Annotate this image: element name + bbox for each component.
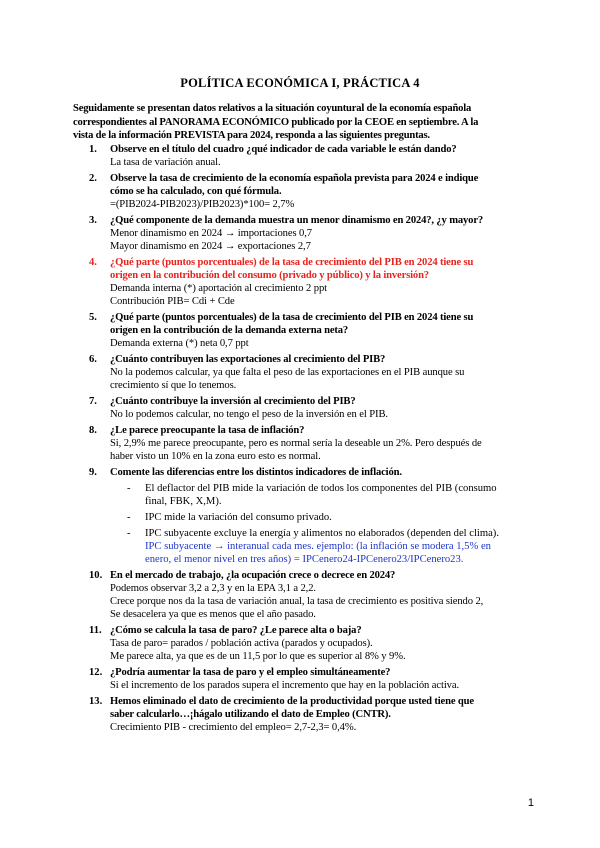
question-line: Observe en el título del cuadro ¿qué indicador de cada variable le están dando?	[110, 144, 457, 155]
answer-line: La tasa de variación anual.	[110, 157, 221, 168]
answer-text	[110, 282, 530, 308]
question-number: 12.	[89, 667, 103, 678]
answer-line: Menor dinamismo en 2024 → importaciones 0,7	[110, 228, 312, 239]
answer-text	[110, 156, 530, 169]
intro-line: Seguidamente se presentan datos relativos a la situación coyuntural de la economía española	[73, 103, 472, 114]
answer-line: Contribución PIB= Cdi + Cde	[110, 296, 235, 307]
question-text	[110, 311, 530, 337]
question-item-3	[0, 214, 600, 253]
answer-line: Si el incremento de los parados supera el incremento que hay en la población activa.	[110, 680, 460, 691]
question-number: 7.	[89, 396, 97, 407]
question-number: 8.	[89, 425, 97, 436]
question-line: origen en la contribución de la demanda externa neta?	[110, 325, 349, 336]
question-number: 1.	[89, 144, 97, 155]
question-item-12	[0, 666, 600, 692]
answer-text	[110, 366, 530, 392]
question-item-11	[0, 624, 600, 663]
question-line: ¿Cuánto contribuye la inversión al crecimiento del PIB?	[110, 396, 356, 407]
answer-line: Demanda externa (*) neta 0,7 ppt	[110, 338, 249, 349]
question-item-7	[0, 395, 600, 421]
answer-line: Tasa de paro= parados / población activa (parados y ocupados).	[110, 638, 373, 649]
blue-note-line: enero, el menor nivel en tres años) = IPCenero24-IPCenero23/IPCenero23.	[145, 554, 464, 565]
bullet-line: IPC subyacente excluye la energía y alimentos no elaborados (dependen del clima).	[145, 528, 499, 539]
answer-text	[110, 437, 530, 463]
question-line: ¿Le parece preocupante la tasa de inflación?	[110, 425, 305, 436]
bullet-dash: -	[127, 483, 131, 494]
bullet-item	[127, 527, 545, 566]
question-text	[110, 624, 530, 637]
bullet-line: final, FBK, X,M).	[145, 496, 222, 507]
question-text-highlighted	[110, 256, 530, 282]
answer-text	[110, 582, 530, 621]
page-title: POLÍTICA ECONÓMICA I, PRÁCTICA 4	[180, 76, 420, 90]
answer-line: Crecimiento PIB - crecimiento del empleo= 2,7-2,3= 0,4%.	[110, 722, 357, 733]
question-number: 13.	[89, 696, 103, 707]
question-text	[110, 569, 530, 582]
question-line: ¿Qué parte (puntos porcentuales) de la tasa de crecimiento del PIB en 2024 tiene su	[110, 257, 474, 268]
bullet-line: IPC mide la variación del consumo privado.	[145, 512, 332, 523]
question-item-2	[0, 172, 600, 211]
bullet-dash: -	[127, 512, 131, 523]
question-text	[110, 172, 530, 198]
bullet-line: El deflactor del PIB mide la variación de todos los componentes del PIB (consumo	[145, 483, 497, 494]
question-number: 2.	[89, 173, 97, 184]
question-text	[110, 666, 530, 679]
answer-text	[110, 679, 530, 692]
question-item-9	[0, 466, 600, 566]
question-number: 9.	[89, 467, 97, 478]
answer-line: No lo podemos calcular, no tengo el peso de la inversión en el PIB.	[110, 409, 388, 420]
answer-text	[110, 408, 530, 421]
answer-line: Podemos observar 3,2 a 2,3 y en la EPA 3,1 a 2,2.	[110, 583, 316, 594]
question-line: origen en la contribución del consumo (privado y público) y la inversión?	[110, 270, 429, 281]
intro-line: correspondientes al PANORAMA ECONÓMICO publicado por la CEOE en septiembre. A la	[73, 116, 479, 128]
question-line: Comente las diferencias entre los distintos indicadores de inflación.	[110, 467, 402, 478]
bullet-item	[127, 482, 545, 508]
question-number: 6.	[89, 354, 97, 365]
question-item-5	[0, 311, 600, 350]
question-number: 5.	[89, 312, 97, 323]
question-item-4	[0, 256, 600, 308]
intro-paragraph	[73, 102, 533, 143]
question-line: cómo se ha calculado, con qué fórmula.	[110, 186, 282, 197]
question-text	[110, 424, 530, 437]
page-number: 1	[527, 797, 534, 809]
question-line: ¿Podría aumentar la tasa de paro y el empleo simultáneamente?	[110, 667, 391, 678]
answer-text	[110, 227, 530, 253]
answer-line: Demanda interna (*) aportación al crecimiento 2 ppt	[110, 283, 327, 294]
question-line: ¿Qué componente de la demanda muestra un menor dinamismo en 2024?, ¿y mayor?	[110, 215, 484, 226]
question-item-8	[0, 424, 600, 463]
question-number: 3.	[89, 215, 97, 226]
bullet-dash: -	[127, 528, 131, 539]
question-number: 11.	[89, 625, 102, 636]
question-line: ¿Cuánto contribuyen las exportaciones al crecimiento del PIB?	[110, 354, 386, 365]
question-text	[110, 695, 530, 721]
question-line: Hemos eliminado el dato de crecimiento de la productividad porque usted tiene que	[110, 696, 474, 707]
question-list	[0, 143, 600, 734]
question-item-6	[0, 353, 600, 392]
answer-line: No la podemos calcular, ya que falta el peso de las exportaciones en el PIB aunque su	[110, 367, 465, 378]
question-item-1	[0, 143, 600, 169]
question-number: 10.	[89, 570, 103, 581]
question-line: ¿Cómo se calcula la tasa de paro? ¿Le parece alta o baja?	[110, 625, 362, 636]
answer-line: Se desacelera ya que es menos que el año pasado.	[110, 609, 316, 620]
question-item-13	[0, 695, 600, 734]
answer-line: haber visto un 10% en la zona euro esto es normal.	[110, 451, 321, 462]
answer-text	[110, 198, 530, 211]
question-text	[110, 143, 530, 156]
question-text	[110, 395, 530, 408]
answer-line: Si, 2,9% me parece preocupante, pero es normal sería la deseable un 2%. Pero después de	[110, 438, 482, 449]
intro-line: vista de la información PREVISTA para 2024, responda a las siguientes preguntas.	[73, 130, 430, 141]
question-text	[110, 353, 530, 366]
answer-line: crecimiento sí que lo tenemos.	[110, 380, 237, 391]
answer-line: Me parece alta, ya que es de un 11,5 por lo que es superior al 8% y 9%.	[110, 651, 406, 662]
question-line: En el mercado de trabajo, ¿la ocupación crece o decrece en 2024?	[110, 570, 396, 581]
question-line: saber calcularlo…¡hágalo utilizando el dato de Empleo (CNTR).	[110, 709, 391, 720]
answer-line: Mayor dinamismo en 2024 → exportaciones 2,7	[110, 241, 311, 252]
answer-text	[110, 637, 530, 663]
blue-note-line: IPC subyacente → interanual cada mes. ejemplo: (la inflación se modera 1,5% en	[145, 541, 491, 552]
bullet-item	[127, 511, 545, 524]
question-line: ¿Qué parte (puntos porcentuales) de la tasa de crecimiento del PIB en 2024 tiene su	[110, 312, 474, 323]
answer-line: =(PIB2024-PIB2023)/PIB2023)*100= 2,7%	[110, 199, 295, 210]
question-item-10	[0, 569, 600, 621]
question-text	[110, 214, 530, 227]
question-text	[110, 466, 530, 479]
answer-text	[110, 721, 530, 734]
question-number: 4.	[89, 257, 97, 268]
answer-line: Crece porque nos da la tasa de variación anual, la tasa de crecimiento es positiva siendo 2,	[110, 596, 484, 607]
question-line: Observe la tasa de crecimiento de la economía española prevista para 2024 e indique	[110, 173, 479, 184]
answer-text	[110, 337, 530, 350]
